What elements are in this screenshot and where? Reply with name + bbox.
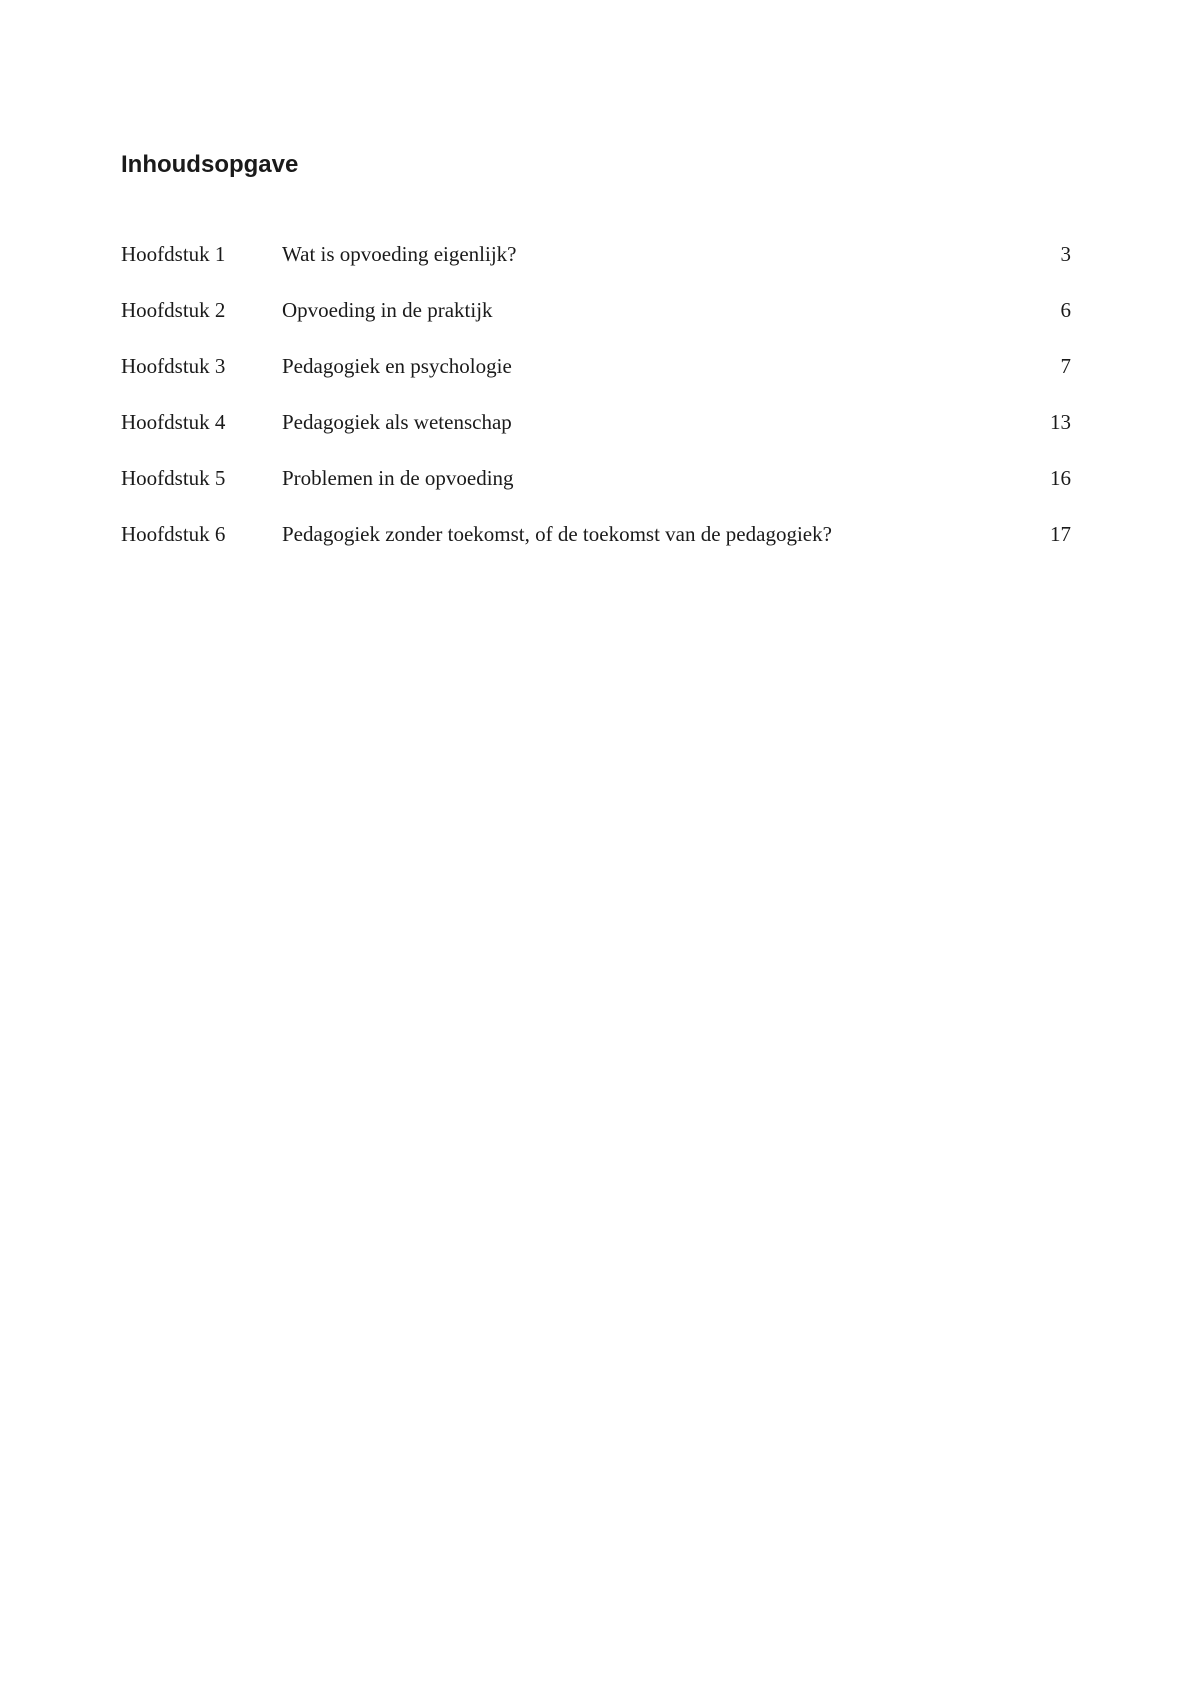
toc-page-number: 7 — [1060, 354, 1071, 378]
toc-entry-title: Wat is opvoeding eigenlijk? — [282, 242, 517, 266]
toc-page-number: 6 — [1060, 298, 1071, 322]
toc-entry-2 — [121, 296, 1071, 352]
toc-page-number: 17 — [1050, 522, 1071, 546]
toc-entry-title: Pedagogiek en psychologie — [282, 354, 512, 378]
toc-page-number: 13 — [1050, 410, 1071, 434]
page-title: Inhoudsopgave — [121, 151, 299, 178]
toc-chapter-label: Hoofdstuk 4 — [121, 410, 226, 434]
toc-chapter-label: Hoofdstuk 1 — [121, 242, 226, 266]
toc-chapter-label: Hoofdstuk 2 — [121, 298, 226, 322]
toc-entry-1 — [121, 240, 1071, 296]
toc-entry-5 — [121, 464, 1071, 520]
toc-entry-title: Opvoeding in de praktijk — [282, 298, 493, 322]
toc-page-number: 16 — [1050, 466, 1071, 490]
toc-entry-6 — [121, 520, 1071, 576]
toc-entry-3 — [121, 352, 1071, 408]
toc-entry-4 — [121, 408, 1071, 464]
toc-entry-title: Pedagogiek als wetenschap — [282, 410, 512, 434]
toc-chapter-label: Hoofdstuk 6 — [121, 522, 226, 546]
toc-entry-title: Pedagogiek zonder toekomst, of de toekomst van de pedagogiek? — [282, 522, 832, 546]
toc-chapter-label: Hoofdstuk 5 — [121, 466, 226, 490]
toc-chapter-label: Hoofdstuk 3 — [121, 354, 226, 378]
table-of-contents — [121, 240, 1071, 576]
toc-entry-title: Problemen in de opvoeding — [282, 466, 514, 490]
toc-page-number: 3 — [1060, 242, 1071, 266]
